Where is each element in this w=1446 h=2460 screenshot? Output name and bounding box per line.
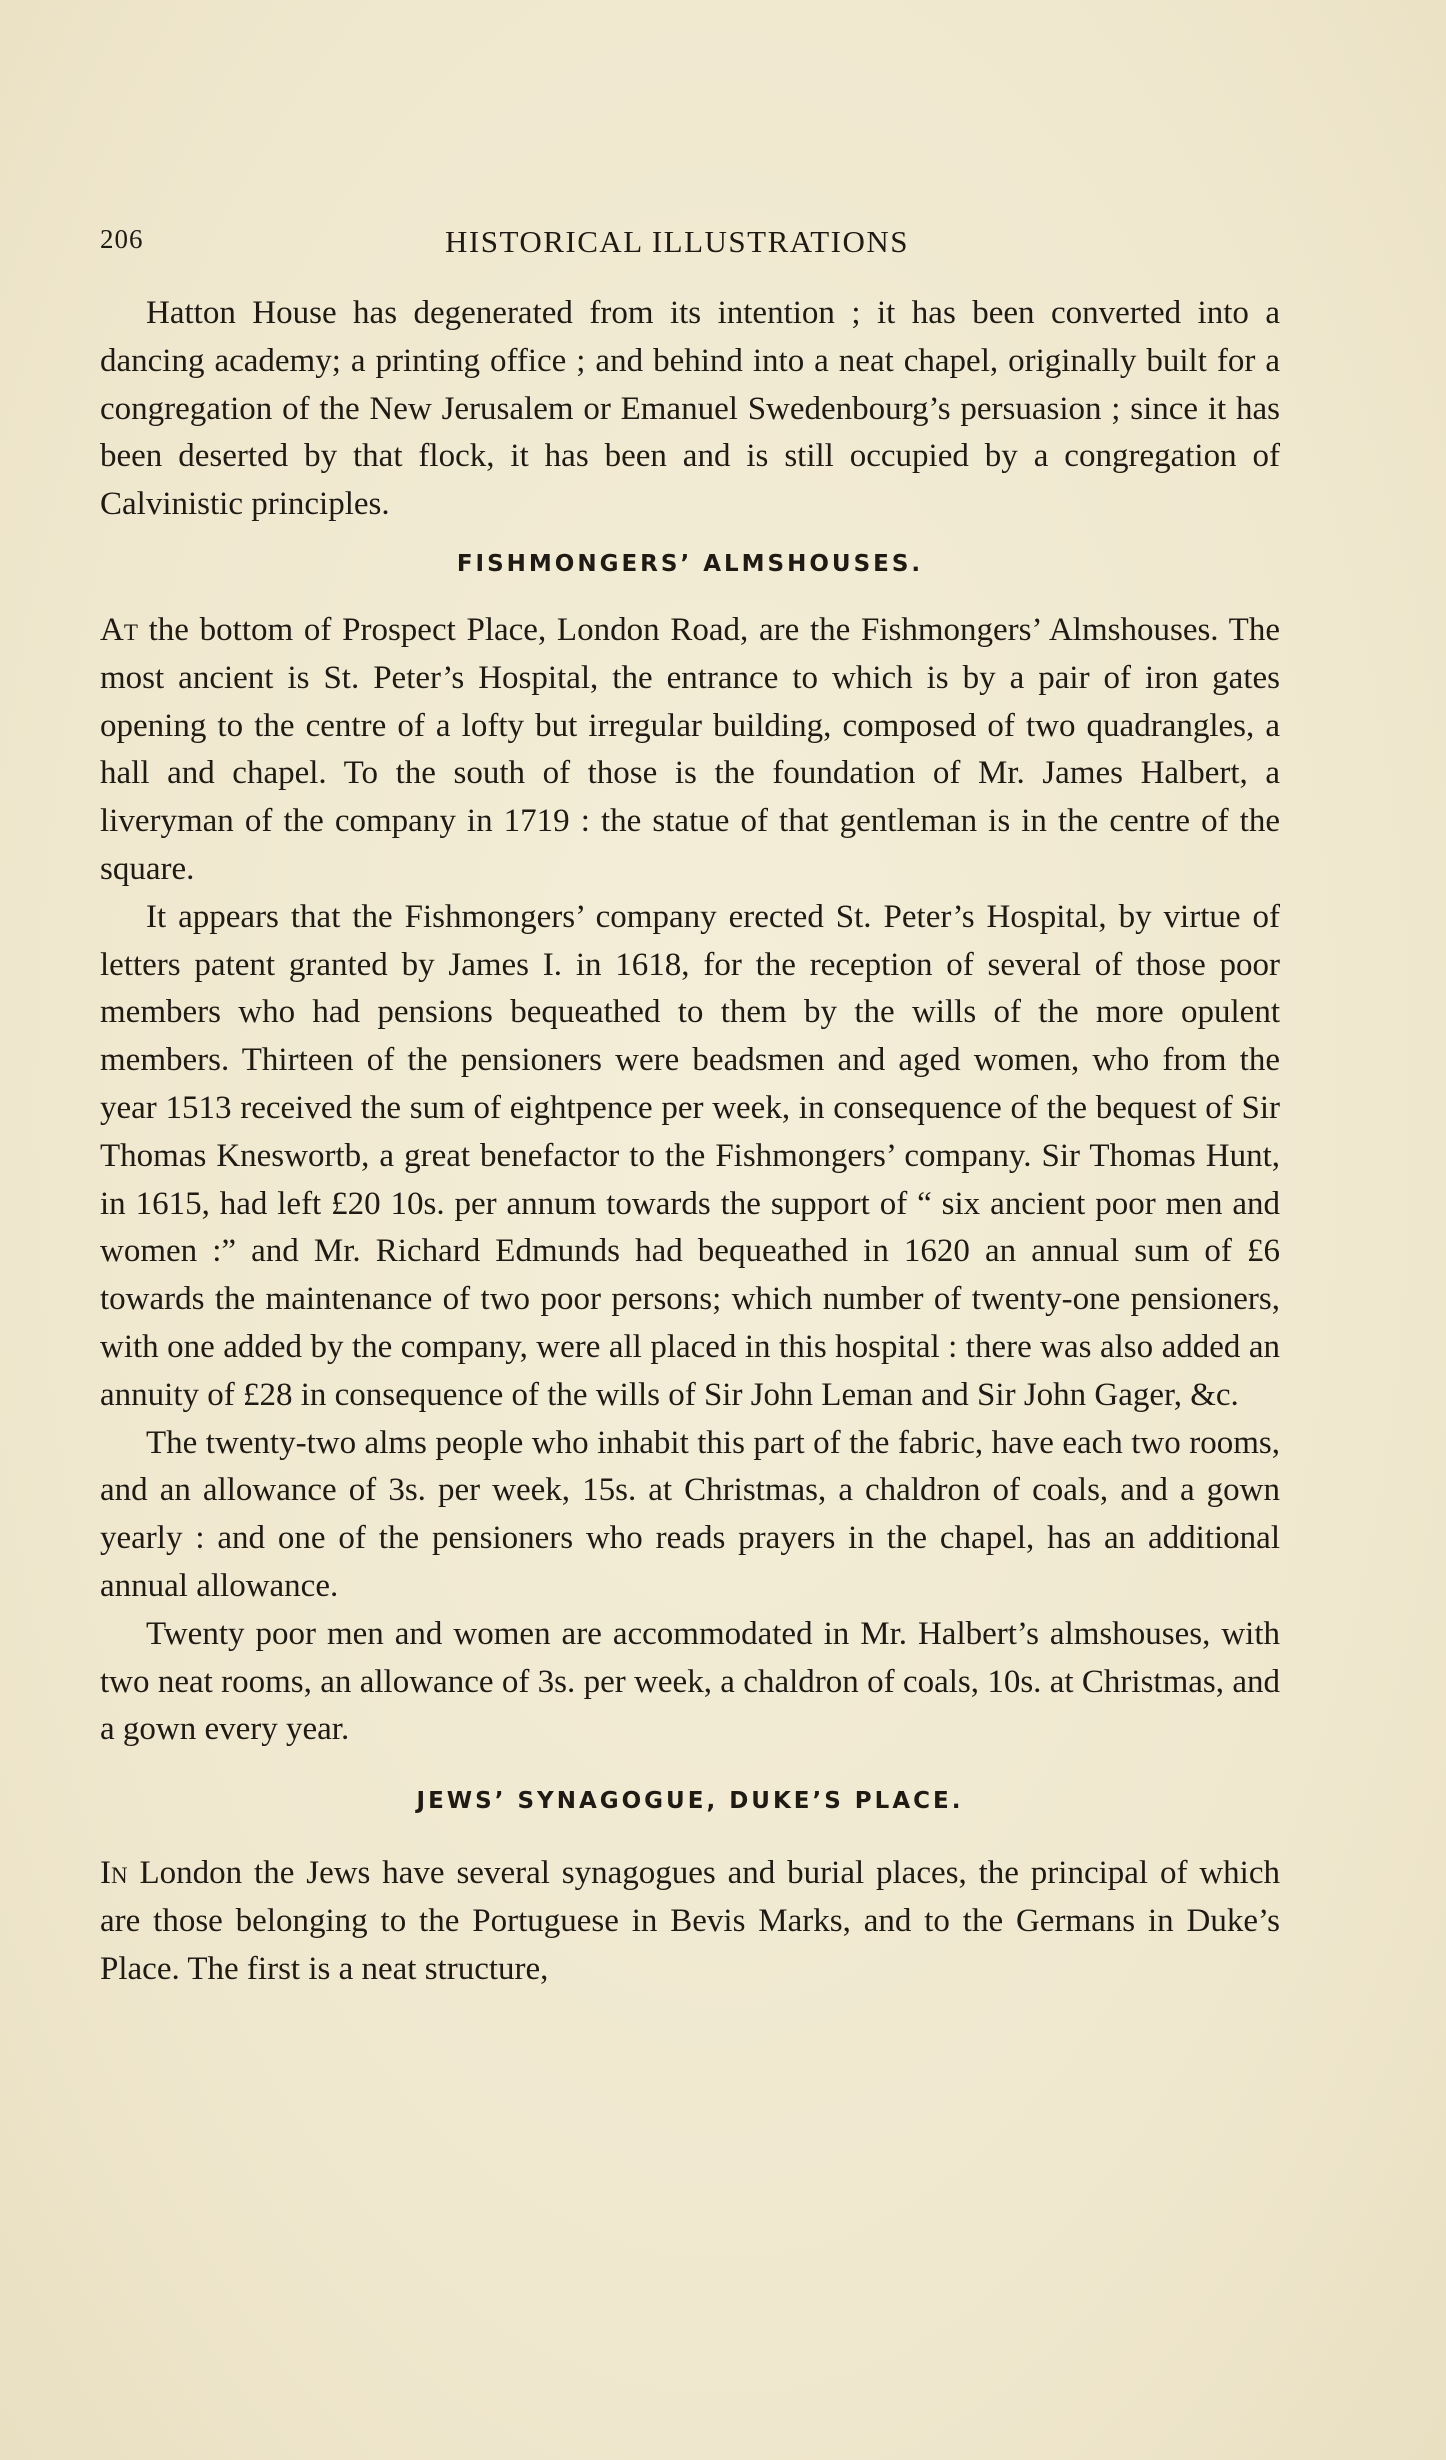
- paragraph-fishmongers-intro: [100, 607, 1280, 894]
- paragraph-text: London the Jews have several synagogues and burial places, the principal of which are those belonging to the Portuguese in Bevis Marks, and to the Germans in Duke’s Place. The first is a neat structure,: [100, 1855, 1280, 1987]
- body-text: [100, 290, 1280, 1994]
- page-header: [100, 224, 1280, 268]
- running-title: HISTORICAL ILLUSTRATIONS: [445, 224, 909, 259]
- paragraph-alms-people: The twenty-two alms people who inhabit this part of the fabric, have each two rooms, and an allowance of 3s. per week, 15s. at Christmas, a chaldron of coals, and a gown yearly : and one of the pensioners who reads prayers in the chapel, has an additional annual allowance.: [100, 1424, 1280, 1604]
- paragraph-synagogues-intro: [100, 1850, 1280, 1993]
- paragraph-hatton-house: Hatton House has degenerated from its intention ; it has been converted into a dancing academy; a printing office ; and behind into a neat chapel, originally built for a congregation of the New Jerusalem or Emanuel Swedenbourg’s persuasion ; since it has been deserted by that flock, it has been and is still occupied by a congregation of Calvinistic principles.: [100, 295, 1280, 523]
- page-number: 206: [100, 224, 144, 254]
- drop-word: In: [100, 1855, 128, 1892]
- section-heading-synagogue: JEWS’ SYNAGOGUE, DUKE’S PLACE.: [416, 1788, 964, 1815]
- paragraph-halbert-almshouses: Twenty poor men and women are accommodated in Mr. Halbert’s almshouses, with two neat rooms, an allowance of 3s. per week, a chaldron of coals, 10s. at Christmas, and a gown every year.: [100, 1615, 1280, 1748]
- paragraph-text: the bottom of Prospect Place, London Road, are the Fishmongers’ Almshouses. The most ancient is St. Peter’s Hospital, the entrance to which is by a pair of iron gates opening to the centre of a lofty but irregular building, composed of two quadrangles, a hall and chapel. To the south of those is the foundation of Mr. James Halbert, a liveryman of the company in 1719 : the statue of that gentleman is in the centre of the square.: [100, 611, 1280, 887]
- paragraph-st-peters-hospital: It appears that the Fishmongers’ company erected St. Peter’s Hospital, by virtue of letters patent granted by James I. in 1618, for the reception of several of those poor members who had pensions bequeathed to them by the wills of the more opulent members. Thirteen of the pensioners were beadsmen and aged women, who from the year 1513 received the sum of eightpence per week, in consequence of the bequest of Sir Thomas Kneswortb, a great benefactor to the Fishmongers’ company. Sir Thomas Hunt, in 1615, had left £20 10s. per annum towards the support of “ six ancient poor men and women :” and Mr. Richard Edmunds had bequeathed in 1620 an annual sum of £6 towards the maintenance of two poor persons; which number of twenty-one pensioners, with one added by the company, were all placed in this hospital : there was also added an annuity of £28 in consequence of the wills of Sir John Leman and Sir John Gager, &c.: [100, 898, 1280, 1413]
- drop-word: At: [100, 611, 138, 648]
- section-heading-fishmongers: FISHMONGERS’ ALMSHOUSES.: [456, 550, 924, 577]
